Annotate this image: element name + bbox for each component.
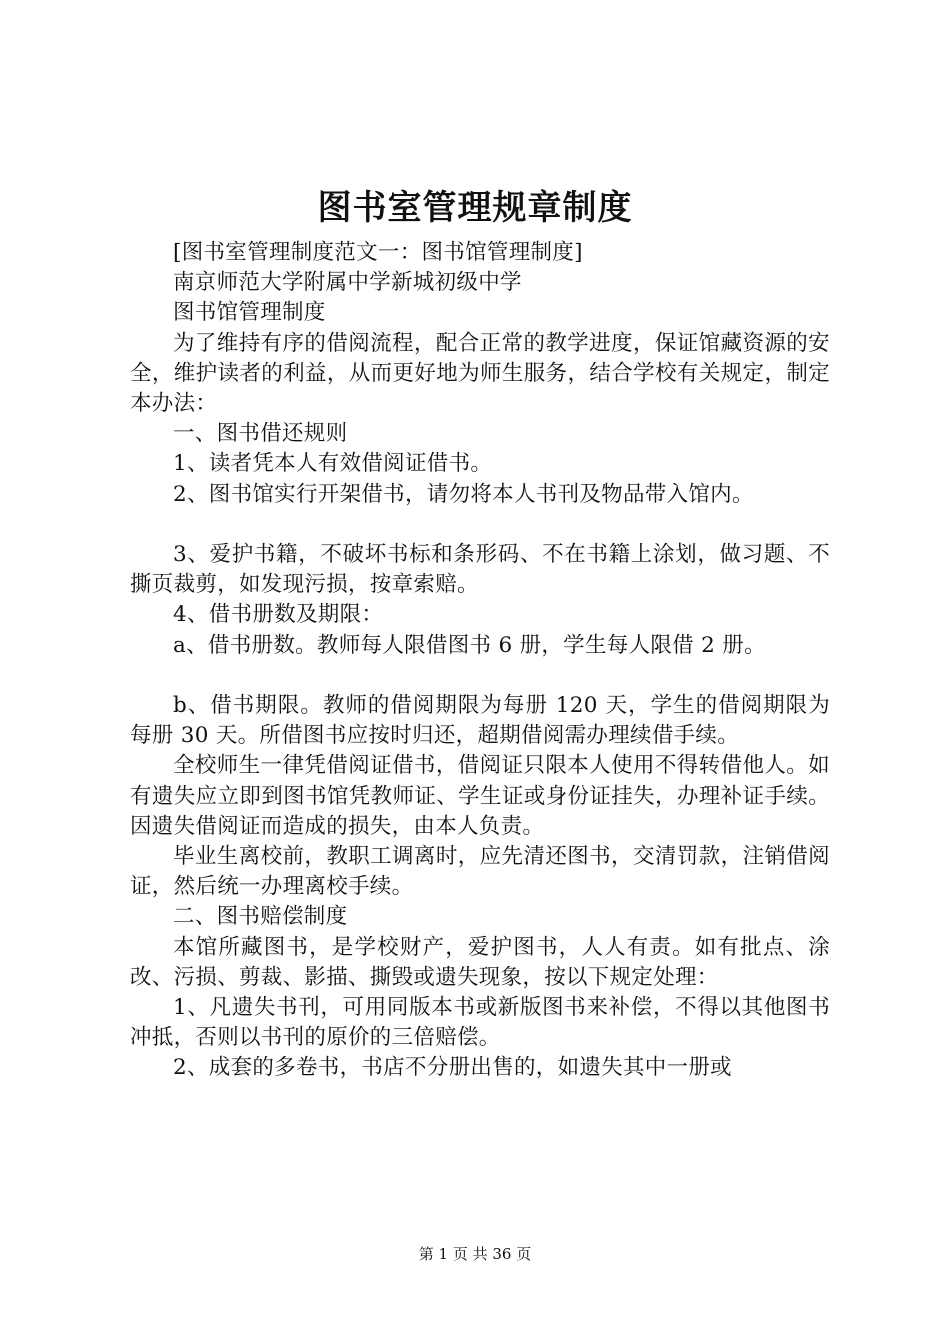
paragraph-source-note: [图书室管理制度范文一：图书馆管理制度] [173,240,583,265]
paragraph-intro: 为了维持有序的借阅流程，配合正常的教学进度，保证馆藏资源的安全，维护读者的利益，从而更好地为师生服务，结合学校有关规定，制定本办法： [130,330,830,417]
paragraph-compensation-2: 2、成套的多卷书，书店不分册出售的，如遗失其中一册或 [173,1055,732,1081]
paragraph-subtitle: 图书馆管理制度 [173,300,326,326]
paragraph-rule-4: 4、借书册数及期限： [173,602,384,628]
paragraph-school-name: 南京师范大学附属中学新城初级中学 [173,270,522,296]
blank-line [130,661,830,691]
paragraph-card-rules: 全校师生一律凭借阅证借书，借阅证只限本人使用不得转借他人。如有遗失应立即到图书馆凭教师证、学生证或身份证挂失，办理补证手续。因遗失借阅证而造成的损失，由本人负责。 [130,753,830,839]
paragraph-rule-4a: a、借书册数。教师每人限借图书 6 册，学生每人限借 2 册。 [173,632,766,658]
paragraph-compensation-1: 1、凡遗失书刊，可用同版本书或新版图书来补偿，不得以其他图书冲抵，否则以书刊的原价的三倍赔偿。 [130,995,830,1051]
paragraph-rule-4b: b、借书期限。教师的借阅期限为每册 120 天，学生的借阅期限为每册 30 天。所借图书应按时归还，超期借阅需办理续借手续。 [130,693,830,749]
section-heading-compensation: 二、图书赔偿制度 [173,904,348,930]
document-body [130,238,830,1084]
paragraph-rule-1: 1、读者凭本人有效借阅证借书。 [173,451,493,477]
paragraph-rule-3: 3、爱护书籍，不破坏书标和条形码、不在书籍上涂划，做习题、不撕页裁剪，如发现污损，按章索赔。 [130,542,830,598]
paragraph-compensation-intro: 本馆所藏图书，是学校财产，爱护图书，人人有责。如有批点、涂改、污损、剪裁、影描、撕毁或遗失现象，按以下规定处理： [130,934,830,990]
paragraph-rule-2: 2、图书馆实行开架借书，请勿将本人书刊及物品带入馆内。 [173,481,754,507]
section-heading-borrow-rules: 一、图书借还规则 [173,421,348,447]
page-footer: 第 1 页 共 36 页 [418,1245,532,1263]
paragraph-graduation-rules: 毕业生离校前，教职工调离时，应先清还图书，交清罚款，注销借阅证，然后统一办理离校手续。 [130,844,830,900]
blank-line [130,510,830,540]
document-title: 图书室管理规章制度 [317,188,633,228]
